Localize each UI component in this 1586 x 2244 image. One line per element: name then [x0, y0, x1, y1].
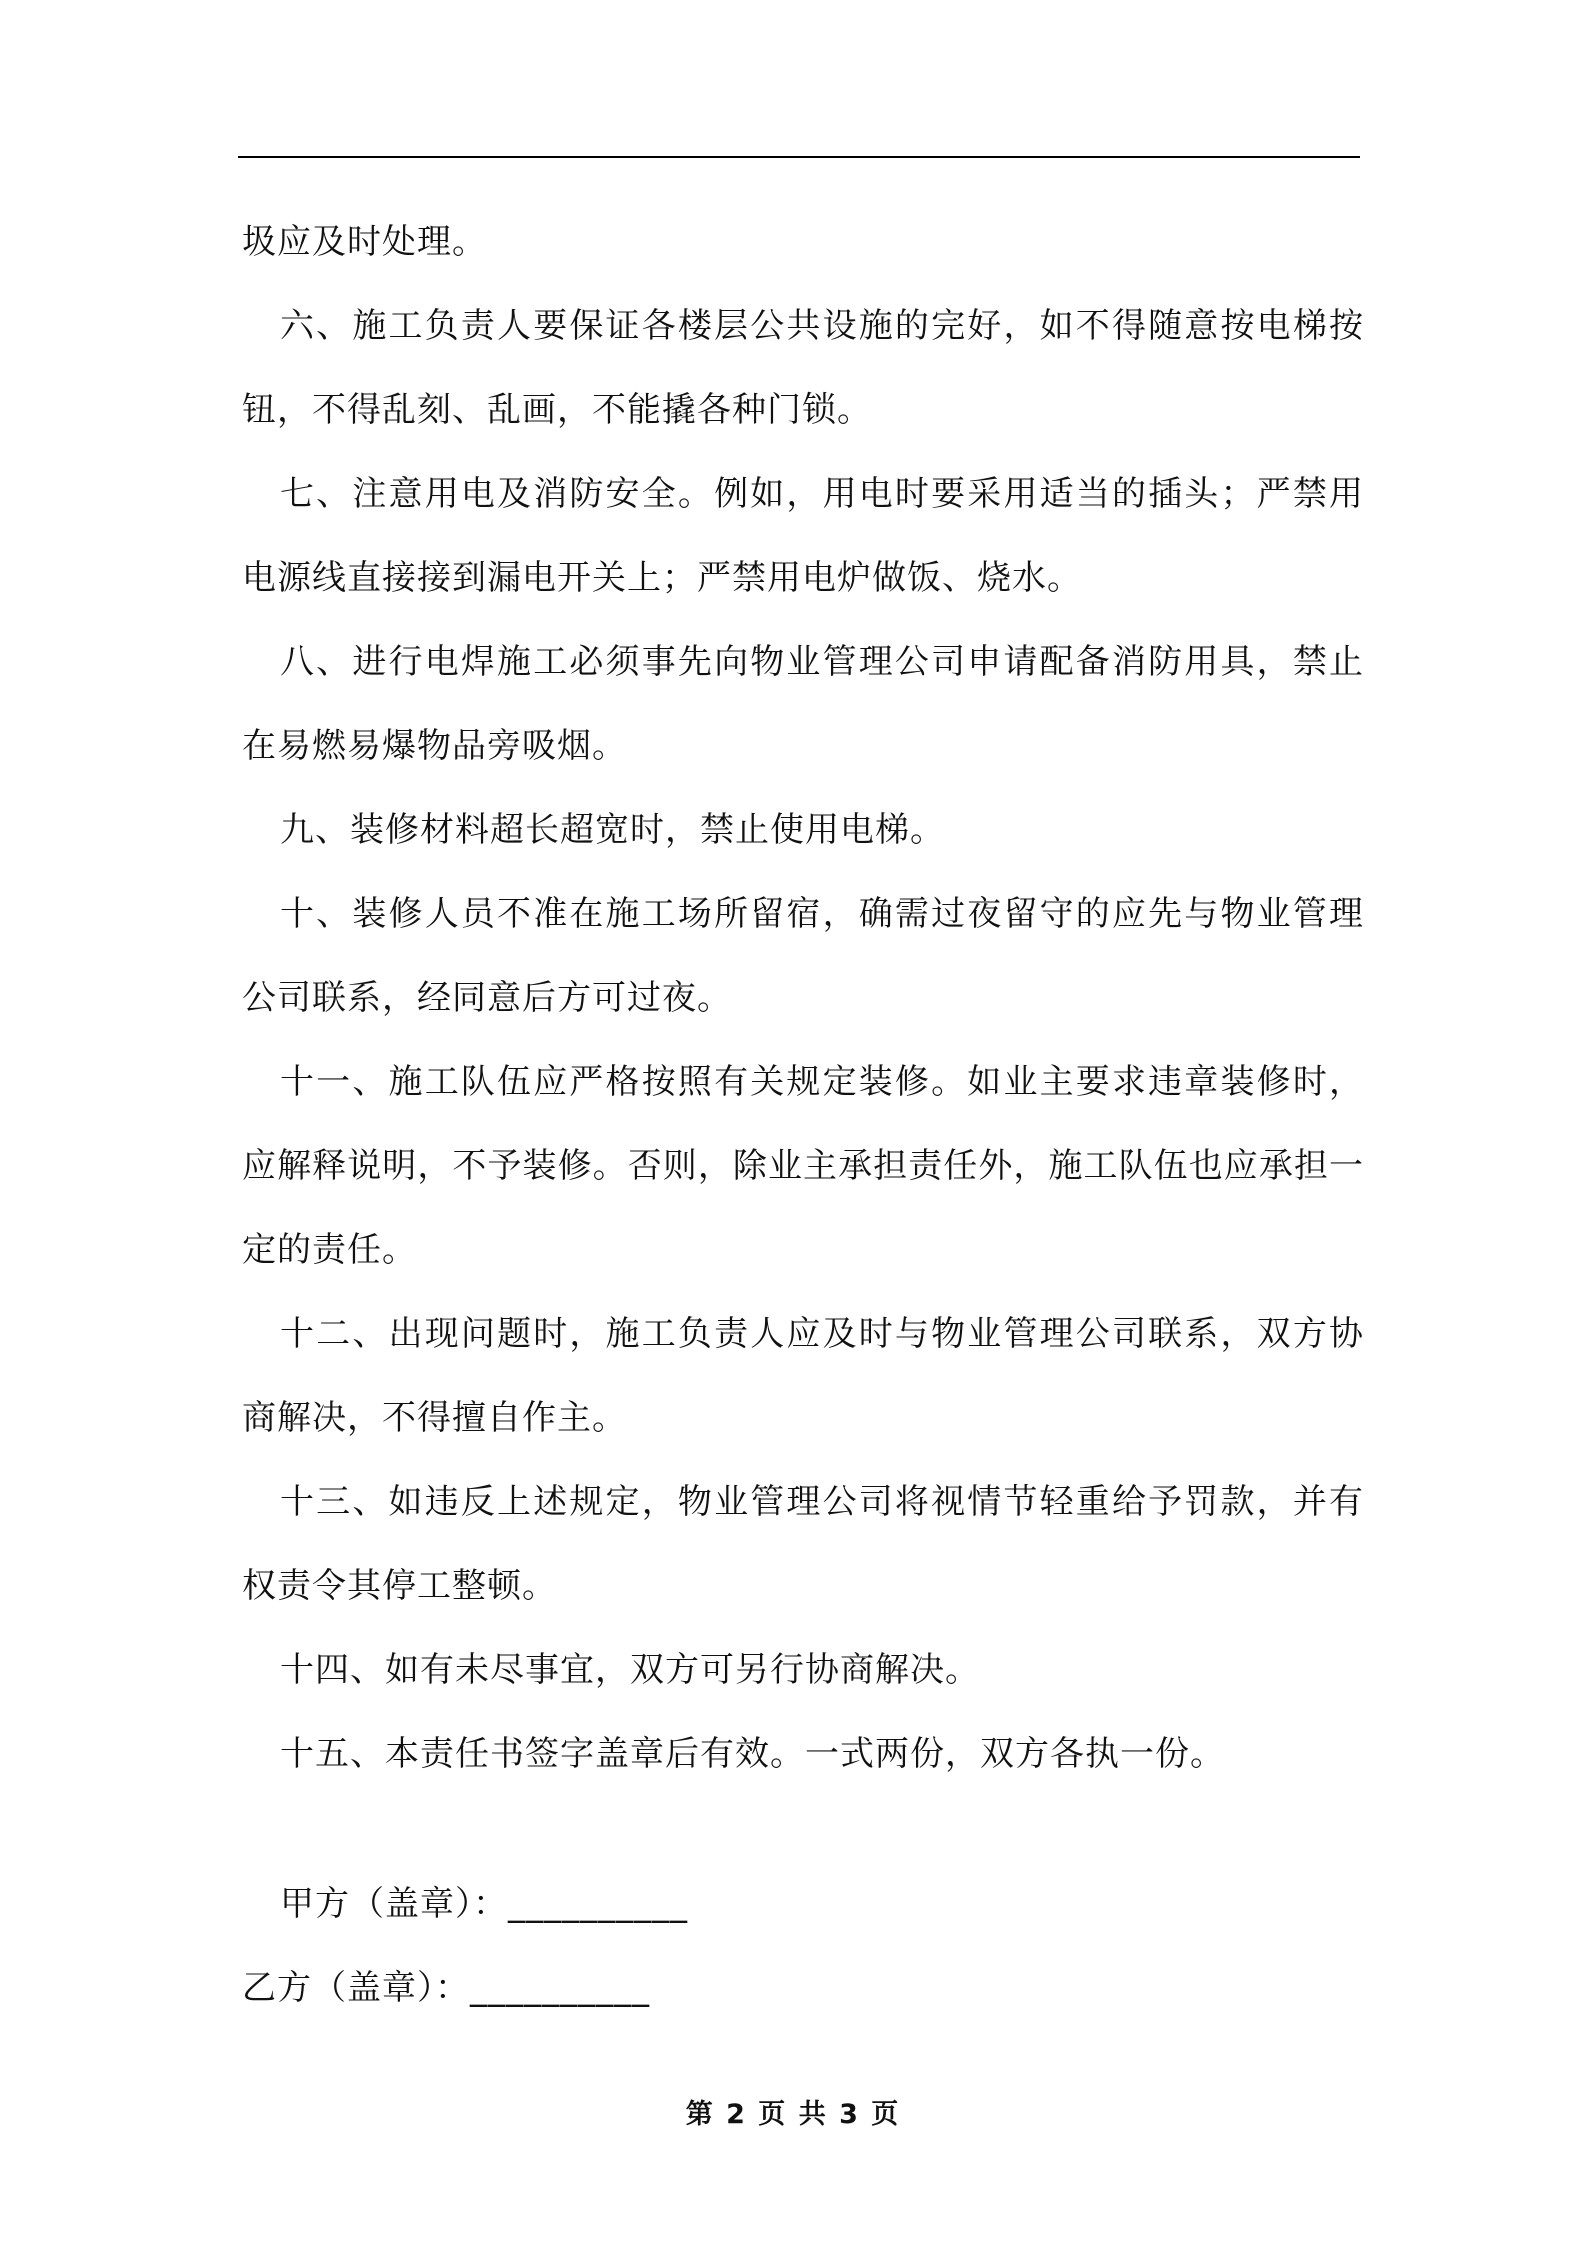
clause-13: 十三、如违反上述规定，物业管理公司将视情节轻重给予罚款，并有权责令其停工整顿。	[242, 1482, 1364, 1606]
clause-6: 六、施工负责人要保证各楼层公共设施的完好，如不得随意按电梯按钮，不得乱刻、乱画，不能撬各种门锁。	[242, 306, 1364, 430]
party-a-signature: 甲方（盖章）：__________	[280, 1884, 688, 1924]
clause-11: 十一、施工队伍应严格按照有关规定装修。如业主要求违章装修时，应解释说明，不予装修。否则，除业主承担责任外，施工队伍也应承担一定的责任。	[242, 1062, 1364, 1270]
paragraph-continuation: 圾应及时处理。	[242, 222, 487, 262]
clause-10: 十、装修人员不准在施工场所留宿，确需过夜留守的应先与物业管理公司联系，经同意后方可过夜。	[242, 894, 1364, 1018]
clause-9: 九、装修材料超长超宽时，禁止使用电梯。	[280, 810, 945, 850]
clause-7: 七、注意用电及消防安全。例如，用电时要采用适当的插头；严禁用电源线直接接到漏电开关上；严禁用电炉做饭、烧水。	[242, 474, 1364, 598]
document-body	[242, 200, 1364, 1796]
clause-14: 十四、如有未尽事宜，双方可另行协商解决。	[280, 1650, 980, 1690]
page-number: 第 2 页 共 3 页	[685, 2099, 901, 2130]
clause-8: 八、进行电焊施工必须事先向物业管理公司申请配备消防用具，禁止在易燃易爆物品旁吸烟。	[242, 642, 1364, 766]
signature-block	[242, 1862, 1364, 2030]
party-b-signature: 乙方（盖章）：__________	[242, 1968, 650, 2008]
header-rule	[238, 156, 1360, 158]
clause-12: 十二、出现问题时，施工负责人应及时与物业管理公司联系，双方协商解决，不得擅自作主。	[242, 1314, 1364, 1438]
clause-15: 十五、本责任书签字盖章后有效。一式两份，双方各执一份。	[280, 1734, 1225, 1774]
